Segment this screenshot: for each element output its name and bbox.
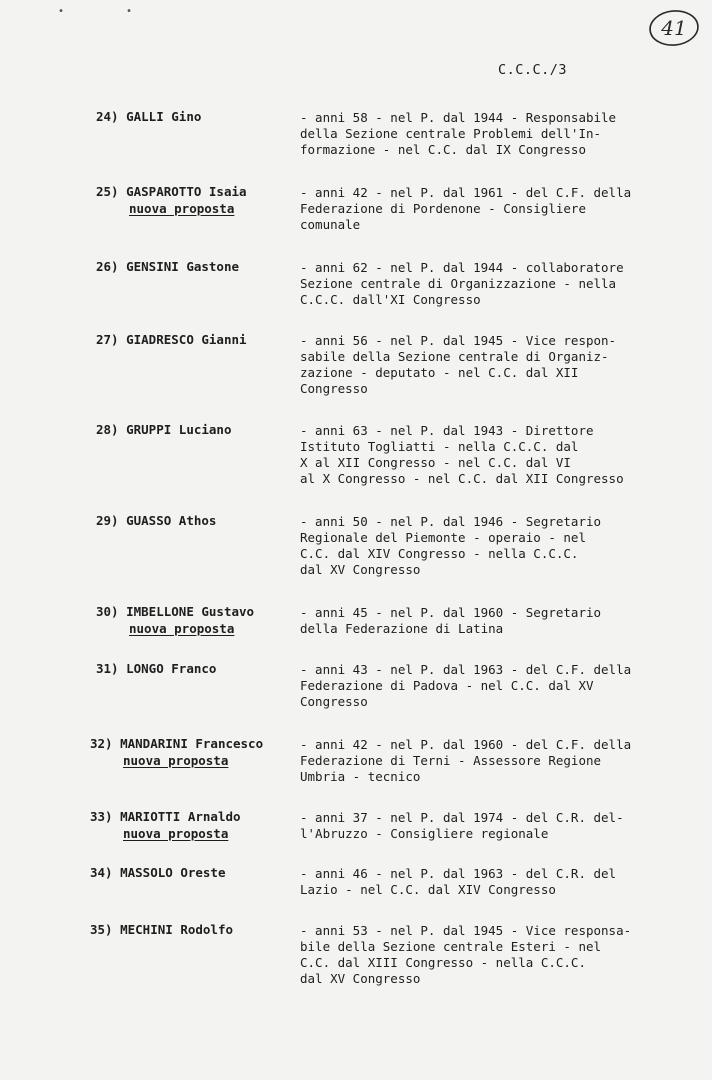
- corner-dots: • •: [58, 6, 161, 17]
- entry-number: 33): [90, 809, 113, 824]
- handwritten-page-number: [648, 8, 700, 48]
- entry-name: [96, 603, 254, 637]
- entry-name: [96, 108, 201, 125]
- desc-line: Regionale del Piemonte - operaio - nel: [300, 530, 586, 545]
- entry-description: [300, 260, 700, 308]
- entry-number: 26): [96, 259, 119, 274]
- entry-description: [300, 923, 700, 987]
- entry-number: 28): [96, 422, 119, 437]
- desc-line: comunale: [300, 217, 361, 232]
- entry-name: [96, 660, 216, 677]
- desc-line: formazione - nel C.C. dal IX Congresso: [300, 142, 586, 157]
- entry-person: GALLI Gino: [126, 109, 202, 124]
- entry-number: 35): [90, 922, 113, 937]
- entry-name: [96, 258, 239, 275]
- entry-description: [300, 866, 700, 898]
- entry-description: [300, 737, 700, 785]
- entry-name: [90, 864, 225, 881]
- entry-name: [90, 735, 263, 769]
- desc-line: - anni 42 - nel P. dal 1960 - del C.F. della: [300, 737, 632, 752]
- desc-line: Federazione di Pordenone - Consigliere: [300, 201, 586, 216]
- entry-description: [300, 605, 700, 637]
- desc-line: C.C. dal XIII Congresso - nella C.C.C.: [300, 955, 586, 970]
- desc-line: Congresso: [300, 694, 368, 709]
- entry-description: [300, 810, 700, 842]
- entry-number: 34): [90, 865, 113, 880]
- entry-person: MANDARINI Francesco: [120, 736, 264, 751]
- entry-name: [96, 183, 247, 217]
- entry-description: [300, 662, 700, 710]
- desc-line: - anni 46 - nel P. dal 1963 - del C.R. del: [300, 866, 617, 881]
- desc-line: - anni 63 - nel P. dal 1943 - Direttore: [300, 423, 594, 438]
- entry-name: [96, 421, 231, 438]
- desc-line: - anni 56 - nel P. dal 1945 - Vice respon-: [300, 333, 617, 348]
- entry-person: IMBELLONE Gustavo: [126, 604, 255, 619]
- desc-line: dal XV Congresso: [300, 562, 421, 577]
- entry-person: GRUPPI Luciano: [126, 422, 232, 437]
- entry-note: nuova proposta: [123, 753, 229, 768]
- entry-person: MECHINI Rodolfo: [120, 922, 233, 937]
- entry-note: nuova proposta: [129, 201, 235, 216]
- entry-person: GASPAROTTO Isaia: [126, 184, 247, 199]
- desc-line: Lazio - nel C.C. dal XIV Congresso: [300, 882, 556, 897]
- entry-description: [300, 333, 700, 397]
- desc-line: - anni 50 - nel P. dal 1946 - Segretario: [300, 514, 602, 529]
- entry-description: [300, 514, 700, 578]
- desc-line: Umbria - tecnico: [300, 769, 421, 784]
- desc-line: dal XV Congresso: [300, 971, 421, 986]
- desc-line: della Federazione di Latina: [300, 621, 504, 636]
- desc-line: zazione - deputato - nel C.C. dal XII: [300, 365, 579, 380]
- entry-number: 25): [96, 184, 119, 199]
- desc-line: bile della Sezione centrale Esteri - nel: [300, 939, 602, 954]
- desc-line: della Sezione centrale Problemi dell'In-: [300, 126, 602, 141]
- entry-name: [90, 921, 233, 938]
- entry-person: GENSINI Gastone: [126, 259, 239, 274]
- document-header: C.C.C./3: [498, 62, 568, 78]
- desc-line: - anni 42 - nel P. dal 1961 - del C.F. della: [300, 185, 632, 200]
- entry-note: nuova proposta: [129, 621, 235, 636]
- entry-number: 29): [96, 513, 119, 528]
- desc-line: C.C.C. dall'XI Congresso: [300, 292, 481, 307]
- entry-description: [300, 110, 700, 158]
- entry-number: 30): [96, 604, 119, 619]
- entry-number: 27): [96, 332, 119, 347]
- entry-number: 31): [96, 661, 119, 676]
- entry-person: MARIOTTI Arnaldo: [120, 809, 241, 824]
- desc-line: - anni 58 - nel P. dal 1944 - Responsabile: [300, 110, 617, 125]
- entry-person: GUASSO Athos: [126, 513, 217, 528]
- desc-line: sabile della Sezione centrale di Organiz-: [300, 349, 609, 364]
- desc-line: C.C. dal XIV Congresso - nella C.C.C.: [300, 546, 579, 561]
- entry-description: [300, 185, 700, 233]
- entry-name: [96, 512, 216, 529]
- desc-line: Congresso: [300, 381, 368, 396]
- desc-line: - anni 37 - nel P. dal 1974 - del C.R. del-: [300, 810, 624, 825]
- entry-number: 24): [96, 109, 119, 124]
- desc-line: - anni 45 - nel P. dal 1960 - Segretario: [300, 605, 602, 620]
- desc-line: Istituto Togliatti - nella C.C.C. dal: [300, 439, 579, 454]
- desc-line: - anni 62 - nel P. dal 1944 - collaboratore: [300, 260, 624, 275]
- desc-line: l'Abruzzo - Consigliere regionale: [300, 826, 549, 841]
- entry-person: GIADRESCO Gianni: [126, 332, 247, 347]
- entry-name: [90, 808, 241, 842]
- page-number-text: 41: [661, 16, 687, 40]
- entry-note: nuova proposta: [123, 826, 229, 841]
- desc-line: X al XII Congresso - nel C.C. dal VI: [300, 455, 571, 470]
- entry-number: 32): [90, 736, 113, 751]
- entry-name: [96, 331, 247, 348]
- desc-line: Federazione di Padova - nel C.C. dal XV: [300, 678, 594, 693]
- desc-line: al X Congresso - nel C.C. dal XII Congresso: [300, 471, 624, 486]
- desc-line: - anni 53 - nel P. dal 1945 - Vice responsa-: [300, 923, 632, 938]
- desc-line: Sezione centrale di Organizzazione - nella: [300, 276, 617, 291]
- desc-line: Federazione di Terni - Assessore Regione: [300, 753, 602, 768]
- desc-line: - anni 43 - nel P. dal 1963 - del C.F. della: [300, 662, 632, 677]
- entry-person: MASSOLO Oreste: [120, 865, 226, 880]
- entry-description: [300, 423, 700, 487]
- entry-person: LONGO Franco: [126, 661, 217, 676]
